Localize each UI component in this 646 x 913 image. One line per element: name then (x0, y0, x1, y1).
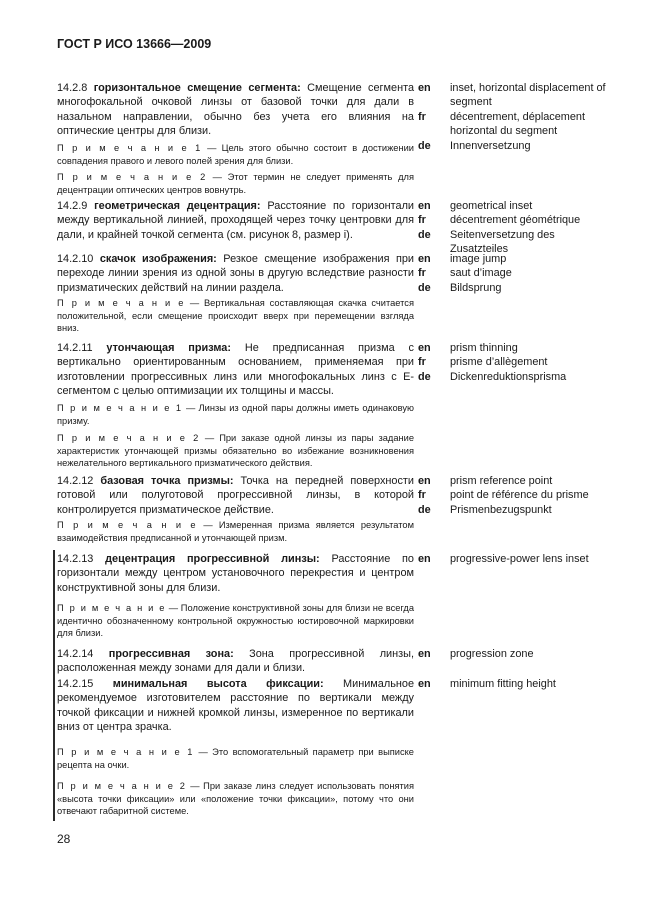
translation-fr (418, 266, 608, 280)
note-label: П р и м е ч а н и е 1 (57, 403, 183, 413)
note-text: — Положение конструктивной зоны для близи не всегда идентично обозначенному контрольной окружностью юстировочной маркировки для близи. (57, 603, 414, 639)
lang-code: de (418, 228, 431, 241)
note-text: — Линзы из одной пары должны иметь одинаковую призму. (57, 403, 414, 426)
note-label: П р и м е ч а н и е 2 (57, 172, 207, 182)
translations-14-2-8 (418, 81, 608, 153)
lang-code: de (418, 281, 431, 294)
entry-14-2-10 (57, 252, 414, 295)
lang-code: en (418, 253, 431, 265)
entry-14-2-12 (57, 474, 414, 517)
entry-14-2-8-note-2 (57, 171, 414, 196)
translation-en (418, 647, 608, 661)
entry-number: 14.2.10 (57, 253, 94, 265)
entry-term: горизонтальное смещение сегмента: (93, 82, 301, 94)
entry-14-2-13-note (57, 602, 414, 640)
translations-14-2-9 (418, 199, 608, 257)
translations-14-2-12 (418, 474, 608, 517)
note-label: П р и м е ч а н и е 2 (57, 781, 187, 791)
translation-text: décentrement, déplacement horizontal du segment (450, 110, 586, 138)
lang-code: en (418, 342, 431, 354)
translations-14-2-13 (418, 552, 608, 566)
lang-code: en (418, 82, 431, 94)
document-header: ГОСТ Р ИСО 13666—2009 (57, 37, 212, 51)
entry-term: прогрессивная зона: (108, 648, 234, 660)
translation-fr (418, 110, 608, 139)
note-text: — Вертикальная составляющая скачка считается положительной, если смещение происходит вверх при перемещении взгляда вниз. (57, 298, 414, 334)
lang-code: en (418, 648, 431, 660)
entry-14-2-9 (57, 199, 414, 242)
entry-14-2-14 (57, 647, 414, 676)
note-label: П р и м е ч а н и е 2 (57, 433, 200, 443)
translation-text: Innenversetzung (450, 139, 531, 152)
entry-number: 14.2.15 (57, 678, 94, 690)
translation-text: geometrical inset (450, 200, 533, 212)
lang-code: de (418, 139, 431, 152)
translation-en (418, 252, 608, 266)
entry-number: 14.2.13 (57, 553, 94, 565)
note-label: П р и м е ч а н и е (57, 603, 167, 613)
note-text: — Цель этого обычно состоит в достижении совпадения правого и левого полей зрения для близи. (57, 143, 414, 166)
lang-code: fr (418, 356, 426, 369)
note-text: — При заказе одной линзы из пары задание характеристик утончающей призмы обязательно во избежание возникновения нежелательного вертикального призматического действия. (57, 433, 414, 469)
entry-definition: Смещение сегмента многофокальной очковой линзы от базовой точки для дали в назальном направлении, обычно без учета его влияния на оптические центры для близи. (57, 82, 415, 138)
entry-14-2-10-note (57, 297, 414, 335)
translation-de (418, 139, 608, 153)
translation-text: Prismenbezugspunkt (450, 503, 552, 516)
entry-number: 14.2.12 (57, 475, 94, 487)
entry-term: минимальная высота фиксации: (112, 678, 324, 690)
note-label: П р и м е ч а н и е (57, 520, 198, 530)
entry-definition: Расстояние по горизонтали между центром установочного перекрестия и центром конструктивной зоны для близи. (57, 553, 414, 594)
note-label: П р и м е ч а н и е 1 (57, 747, 195, 757)
entry-definition: Минимальное рекомендуемое изготовителем расстояние по вертикали между точкой фиксации и нижней кромкой линзы, измеренное по вертикали вниз от центра зрачка. (57, 678, 415, 734)
lang-code: fr (418, 214, 426, 227)
entry-term: базовая точка призмы: (100, 475, 234, 487)
translation-en (418, 474, 608, 488)
note-label: П р и м е ч а н и е 1 (57, 143, 202, 153)
translation-text: prisme d’allègement (450, 356, 548, 369)
translation-text: Bildsprung (450, 281, 502, 294)
translations-14-2-10 (418, 252, 608, 295)
translation-fr (418, 355, 608, 369)
translation-en (418, 341, 608, 355)
translation-text: Seitenversetzung des Zusatzteiles (450, 228, 555, 256)
entry-14-2-11 (57, 341, 414, 399)
translation-text: point de référence du prisme (450, 489, 589, 502)
note-text: — Этот термин не следует применять для децентрации оптических центров вовнутрь. (57, 172, 414, 195)
entry-14-2-12-note (57, 519, 414, 544)
translation-en (418, 552, 608, 566)
translation-text: progression zone (450, 648, 534, 660)
lang-code: en (418, 200, 431, 212)
entry-14-2-8-note-1 (57, 142, 414, 167)
entry-definition: Не предписанная призма с вертикально ориентированным основанием, применяемая при изготовлении прогрессивных линз или многофокальных линз с E-сегментом с целью оптимизации их толщины и массы. (57, 342, 414, 398)
entry-14-2-15 (57, 677, 414, 735)
translations-14-2-11 (418, 341, 608, 384)
translations-14-2-14 (418, 647, 608, 661)
translation-text: saut d’image (450, 267, 512, 280)
translation-text: minimum fitting height (450, 678, 556, 690)
entry-term: геометрическая децентрация: (94, 200, 261, 212)
entry-definition: Зона прогрессивной линзы, расположенная между зонами для дали и близи. (57, 648, 414, 675)
entry-definition: Расстояние по горизонтали между вертикальной линией, проходящей через точку центровки для дали, и крайней точкой сегмента (см. рисунок 8, размер i). (57, 200, 415, 241)
translation-de (418, 503, 608, 517)
entry-number: 14.2.11 (57, 342, 93, 354)
translation-en (418, 677, 608, 691)
translation-en (418, 199, 608, 213)
lang-code: en (418, 553, 431, 565)
lang-code: de (418, 503, 431, 516)
translation-fr (418, 488, 608, 502)
translation-text: image jump (450, 253, 507, 265)
entry-14-2-8 (57, 81, 414, 139)
change-bar (53, 550, 55, 821)
translation-text: progressive-power lens inset (450, 553, 589, 565)
entry-14-2-11-note-1 (57, 402, 414, 427)
lang-code: fr (418, 267, 426, 280)
entry-definition: Точка на передней поверхности готовой или полуготовой прогрессивной линзы, в которой контролируется призматическое действие. (57, 475, 414, 516)
lang-code: fr (418, 489, 426, 502)
entry-term: скачок изображения: (99, 253, 217, 265)
translation-en (418, 81, 608, 110)
translation-de (418, 370, 608, 384)
lang-code: fr (418, 110, 426, 123)
note-label: П р и м е ч а н и е (57, 298, 186, 308)
note-text: — При заказе линз следует использовать понятия «высота точки фиксации» или «положение точки фиксации», потому что они отвечают габаритной системе. (57, 781, 414, 817)
entry-14-2-13 (57, 552, 414, 595)
entry-number: 14.2.14 (57, 648, 94, 660)
translation-text: prism reference point (450, 475, 553, 487)
translation-text: prism thinning (450, 342, 518, 354)
translation-text: Dickenreduktionsprisma (450, 370, 567, 383)
lang-code: de (418, 370, 431, 383)
entry-term: децентрация прогрессивной линзы: (105, 553, 320, 565)
note-text: — Это вспомогательный параметр при выписке рецепта на очки. (57, 747, 414, 770)
page-number: 28 (57, 832, 71, 846)
entry-number: 14.2.8 (57, 82, 88, 94)
translation-fr (418, 213, 608, 227)
translations-14-2-15 (418, 677, 608, 691)
entry-14-2-11-note-2 (57, 432, 414, 470)
translation-text: inset, horizontal displacement of segment (450, 82, 606, 109)
translation-text: décentrement géométrique (450, 214, 581, 227)
note-text: — Измеренная призма является результатом взаимодействия предписанной и утончающей призм. (57, 520, 414, 543)
translation-de (418, 281, 608, 295)
entry-14-2-15-note-1 (57, 746, 414, 771)
entry-definition: Резкое смещение изображения при переходе линии зрения из одной зоны в другую вследствие разности призматических действий на линии раздела. (57, 253, 415, 294)
entry-number: 14.2.9 (57, 200, 88, 212)
entry-term: утончающая призма: (106, 342, 231, 354)
entry-14-2-15-note-2 (57, 780, 414, 818)
lang-code: en (418, 475, 431, 487)
lang-code: en (418, 678, 431, 690)
